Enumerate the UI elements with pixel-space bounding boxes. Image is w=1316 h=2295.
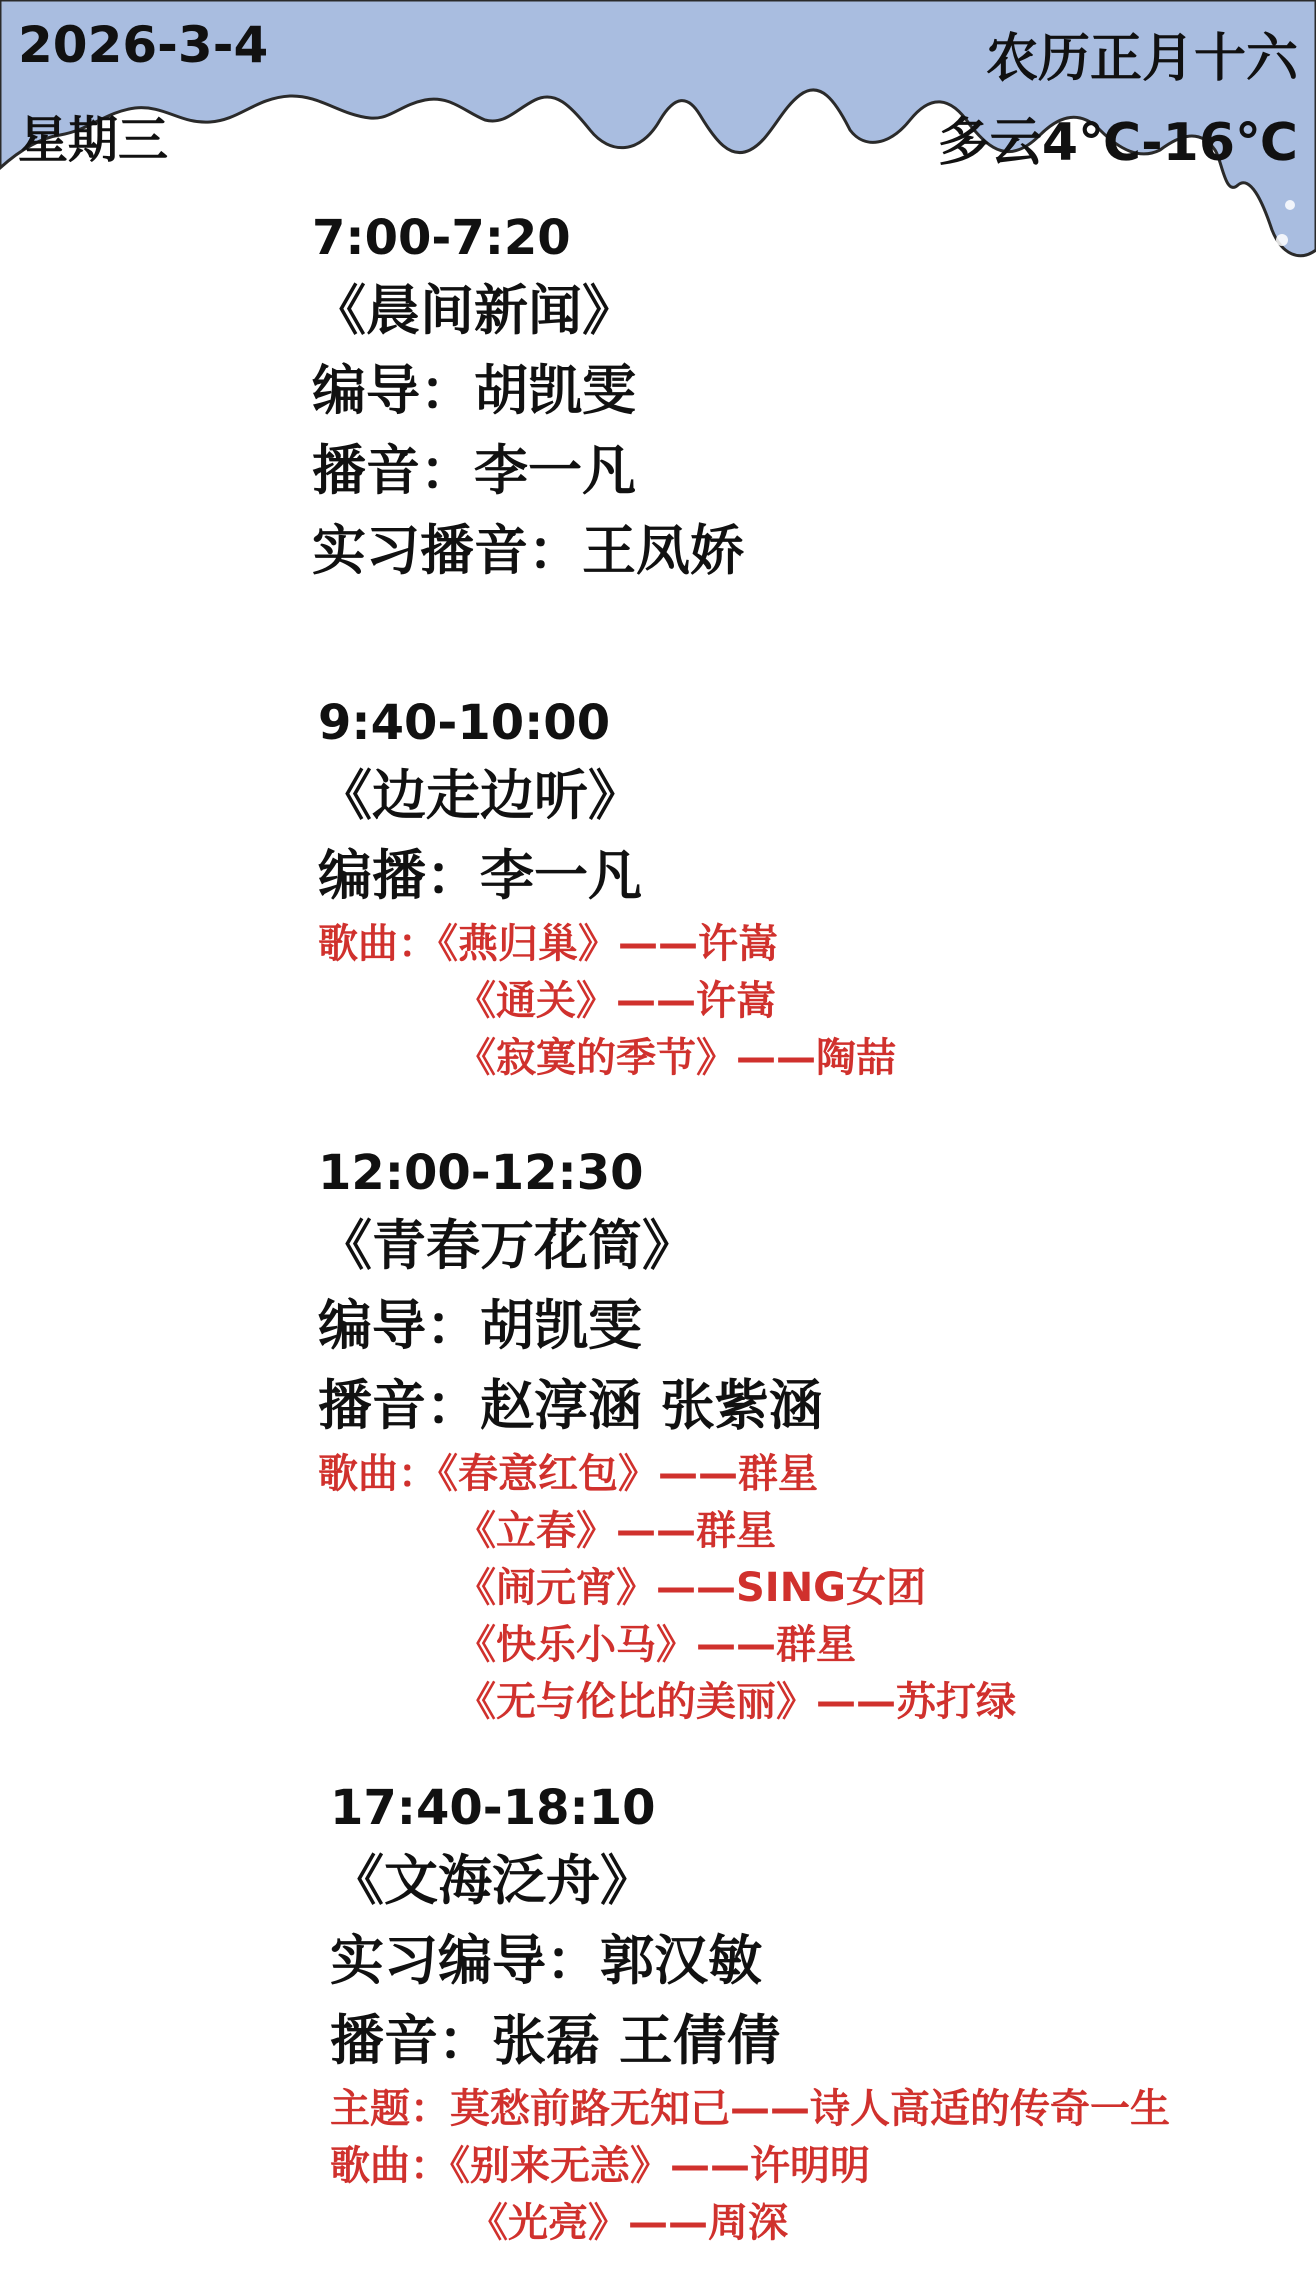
credit-label: 播音	[318, 1374, 426, 1437]
songs-label: 歌曲：	[330, 2143, 450, 2189]
theme-text: 莫愁前路无知己——诗人高适的传奇一生	[450, 2086, 1170, 2132]
credit-separator: ：	[426, 844, 480, 907]
credit-line	[318, 836, 896, 916]
song-item: 《闹元宵》——SING女团	[456, 1565, 926, 1611]
credit-separator: ：	[546, 1929, 600, 1992]
credit-separator: ：	[426, 1294, 480, 1357]
credit-label: 播音	[312, 439, 420, 502]
credit-label: 播音	[330, 2009, 438, 2072]
credit-line	[318, 1286, 1016, 1366]
credit-line	[312, 351, 744, 431]
header-date: 2026-3-4	[18, 16, 269, 74]
credit-line	[330, 2001, 1170, 2081]
program-time: 7:00-7:20	[312, 210, 571, 266]
credit-value: 胡凯雯	[474, 359, 636, 422]
song-line	[318, 1617, 1016, 1674]
credit-line	[330, 1921, 1170, 2001]
song-line	[318, 916, 896, 973]
header-lunar-date: 农历正月十六	[985, 29, 1298, 89]
song-item: 《光亮》——周深	[468, 2200, 788, 2246]
program-time: 12:00-12:30	[318, 1145, 644, 1201]
song-line	[318, 1674, 1016, 1731]
program-time: 17:40-18:10	[330, 1780, 656, 1836]
song-item: 《快乐小马》——群星	[456, 1622, 856, 1668]
credit-label: 实习播音	[312, 519, 528, 582]
song-item: 《无与伦比的美丽》——苏打绿	[456, 1679, 1016, 1725]
credit-value: 王凤娇	[582, 519, 744, 582]
program-title: 《青春万花筒》	[318, 1214, 696, 1277]
program-block	[312, 205, 744, 591]
song-line	[318, 1503, 1016, 1560]
credit-line	[318, 1366, 1016, 1446]
song-line	[330, 2138, 1170, 2195]
credit-separator: ：	[426, 1374, 480, 1437]
program-time: 9:40-10:00	[318, 695, 611, 751]
credit-value: 郭汉敏	[600, 1929, 762, 1992]
credit-line	[312, 431, 744, 511]
program-block	[318, 1140, 1016, 1731]
program-title: 《晨间新闻》	[312, 279, 636, 342]
song-line	[318, 1560, 1016, 1617]
credit-separator: ：	[438, 2009, 492, 2072]
credit-label: 编导	[318, 1294, 426, 1357]
credit-separator: ：	[420, 359, 474, 422]
credit-value: 张磊 王倩倩	[492, 2009, 781, 2072]
credit-value: 李一凡	[474, 439, 636, 502]
songs-label: 歌曲：	[318, 921, 438, 967]
song-item: 《寂寞的季节》——陶喆	[456, 1035, 896, 1081]
program-block	[318, 690, 896, 1087]
song-line	[318, 1446, 1016, 1503]
credit-label: 实习编导	[330, 1929, 546, 1992]
song-item: 《燕归巢》——许嵩	[438, 921, 778, 967]
program-title: 《文海泛舟》	[330, 1849, 654, 1912]
header-weekday: 星期三	[18, 111, 168, 169]
song-item: 《立春》——群星	[456, 1508, 776, 1554]
theme-label: 主题：	[330, 2086, 450, 2132]
credit-label: 编播	[318, 844, 426, 907]
song-line	[318, 973, 896, 1030]
credit-value: 赵淳涵 张紫涵	[480, 1374, 823, 1437]
header-weather: 多云4℃-16℃	[937, 113, 1298, 173]
song-line	[318, 1030, 896, 1087]
credit-value: 李一凡	[480, 844, 642, 907]
program-block	[330, 1775, 1170, 2252]
theme-line	[330, 2081, 1170, 2138]
song-item: 《别来无恙》——许明明	[450, 2143, 870, 2189]
program-title: 《边走边听》	[318, 764, 642, 827]
credit-line	[312, 511, 744, 591]
song-item: 《春意红包》——群星	[438, 1451, 818, 1497]
credit-label: 编导	[312, 359, 420, 422]
credit-value: 胡凯雯	[480, 1294, 642, 1357]
credit-separator: ：	[420, 439, 474, 502]
songs-label: 歌曲：	[318, 1451, 438, 1497]
song-item: 《通关》——许嵩	[456, 978, 776, 1024]
song-line	[330, 2195, 1170, 2252]
credit-separator: ：	[528, 519, 582, 582]
